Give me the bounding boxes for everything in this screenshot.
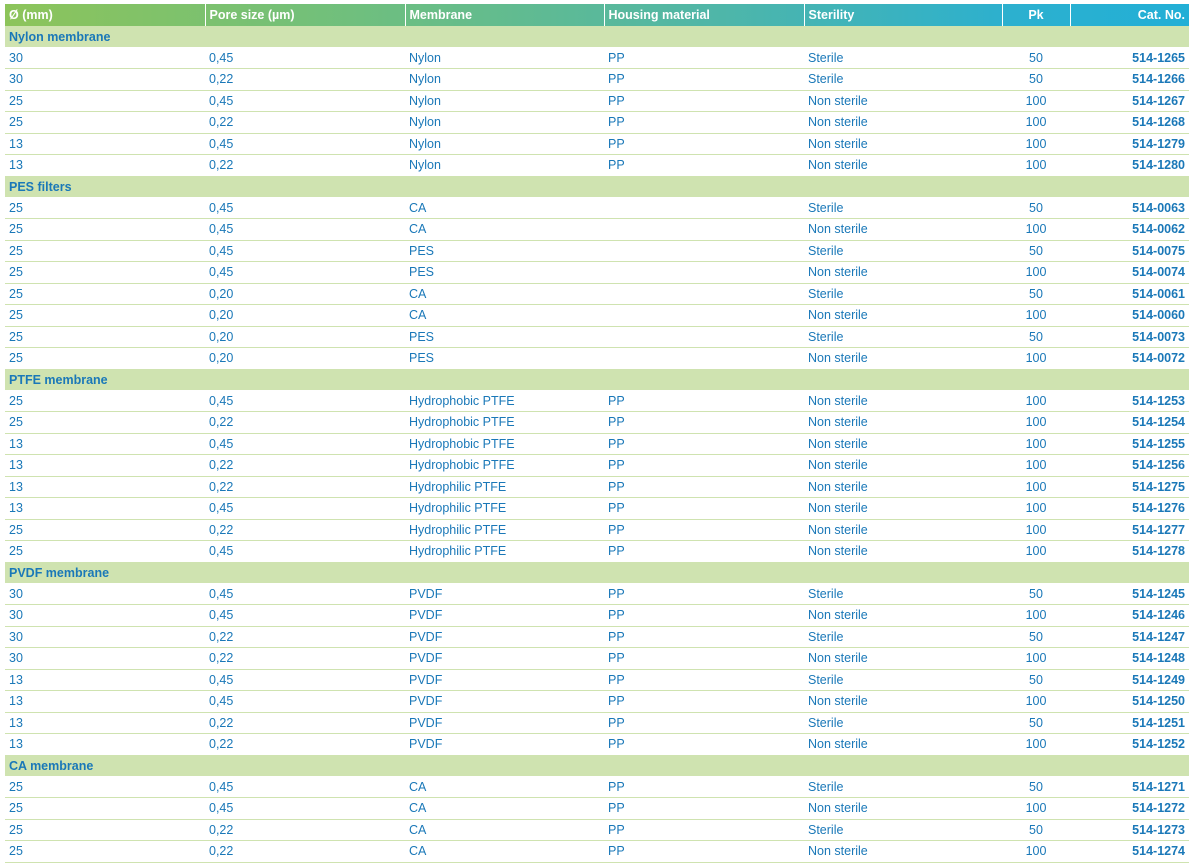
cell-housing-material: PP (604, 648, 804, 670)
product-table-container (5, 4, 1189, 863)
cell-sterility: Non sterile (804, 541, 1002, 563)
cell-sterility: Non sterile (804, 348, 1002, 370)
cell-housing-material: PP (604, 541, 804, 563)
cell-cat-no: 514-1275 (1070, 476, 1189, 498)
cell-diameter: 13 (5, 498, 205, 520)
cell-housing-material: PP (604, 112, 804, 134)
cell-sterility: Sterile (804, 712, 1002, 734)
cell-housing-material: PP (604, 734, 804, 756)
cell-membrane: PES (405, 240, 604, 262)
cell-pore-size: 0,20 (205, 283, 405, 305)
cell-cat-no: 514-1248 (1070, 648, 1189, 670)
table-row (5, 734, 1189, 756)
cell-pore-size: 0,45 (205, 47, 405, 69)
cell-pore-size: 0,22 (205, 69, 405, 91)
cell-pore-size: 0,22 (205, 819, 405, 841)
cell-pack: 100 (1002, 455, 1070, 477)
cell-diameter: 13 (5, 691, 205, 713)
cell-sterility: Non sterile (804, 455, 1002, 477)
group-title: CA membrane (9, 758, 94, 773)
cell-cat-no: 514-1255 (1070, 433, 1189, 455)
group-title: PTFE membrane (9, 372, 108, 387)
cell-diameter: 13 (5, 476, 205, 498)
cell-sterility: Non sterile (804, 691, 1002, 713)
cell-membrane: Nylon (405, 133, 604, 155)
cell-membrane: PES (405, 348, 604, 370)
cell-sterility: Sterile (804, 669, 1002, 691)
cell-pack: 50 (1002, 626, 1070, 648)
cell-pack: 50 (1002, 712, 1070, 734)
cell-diameter: 30 (5, 583, 205, 605)
cell-housing-material: PP (604, 90, 804, 112)
cell-pore-size: 0,45 (205, 390, 405, 412)
cell-diameter: 25 (5, 112, 205, 134)
cell-sterility: Non sterile (804, 734, 1002, 756)
cell-cat-no: 514-0073 (1070, 326, 1189, 348)
cell-pack: 100 (1002, 519, 1070, 541)
cell-pack: 100 (1002, 262, 1070, 284)
cell-diameter: 25 (5, 305, 205, 327)
table-row (5, 155, 1189, 177)
table-row (5, 691, 1189, 713)
cell-pore-size: 0,45 (205, 262, 405, 284)
header-pore-size: Pore size (µm) (205, 4, 405, 26)
cell-pack: 100 (1002, 541, 1070, 563)
cell-membrane: Hydrophobic PTFE (405, 390, 604, 412)
cell-cat-no: 514-1251 (1070, 712, 1189, 734)
cell-pack: 100 (1002, 305, 1070, 327)
cell-pack: 100 (1002, 648, 1070, 670)
cell-pack: 100 (1002, 691, 1070, 713)
product-table (5, 4, 1189, 863)
header-cat-no: Cat. No. (1137, 8, 1185, 22)
cell-housing-material: PP (604, 605, 804, 627)
cell-pack: 100 (1002, 433, 1070, 455)
cell-pore-size: 0,45 (205, 498, 405, 520)
cell-membrane: Nylon (405, 155, 604, 177)
cell-cat-no: 514-1277 (1070, 519, 1189, 541)
cell-diameter: 30 (5, 648, 205, 670)
header-sterility: Sterility (804, 4, 1002, 26)
cell-housing-material: PP (604, 798, 804, 820)
table-row (5, 305, 1189, 327)
cell-housing-material: PP (604, 841, 804, 863)
cell-pore-size: 0,45 (205, 219, 405, 241)
cell-membrane: PVDF (405, 712, 604, 734)
cell-diameter: 13 (5, 455, 205, 477)
cell-diameter: 30 (5, 47, 205, 69)
cell-pore-size: 0,45 (205, 90, 405, 112)
cell-diameter: 25 (5, 519, 205, 541)
cell-pore-size: 0,45 (205, 240, 405, 262)
cell-pore-size: 0,45 (205, 583, 405, 605)
cell-housing-material: PP (604, 583, 804, 605)
cell-membrane: Hydrophilic PTFE (405, 541, 604, 563)
cell-pack: 50 (1002, 669, 1070, 691)
cell-membrane: Hydrophobic PTFE (405, 433, 604, 455)
cell-pack: 50 (1002, 197, 1070, 219)
table-header (5, 4, 1189, 26)
cell-pore-size: 0,45 (205, 776, 405, 798)
cell-membrane: Nylon (405, 112, 604, 134)
table-row (5, 798, 1189, 820)
cell-diameter: 25 (5, 412, 205, 434)
cell-housing-material: PP (604, 669, 804, 691)
cell-sterility: Non sterile (804, 155, 1002, 177)
table-row (5, 326, 1189, 348)
cell-pore-size: 0,45 (205, 691, 405, 713)
cell-housing-material: PP (604, 819, 804, 841)
cell-membrane: CA (405, 219, 604, 241)
group-title: PES filters (9, 179, 72, 194)
cell-pore-size: 0,22 (205, 519, 405, 541)
cell-cat-no: 514-0062 (1070, 219, 1189, 241)
table-row (5, 648, 1189, 670)
cell-cat-no: 514-1246 (1070, 605, 1189, 627)
cell-membrane: CA (405, 819, 604, 841)
cell-diameter: 25 (5, 197, 205, 219)
cell-cat-no: 514-1273 (1070, 819, 1189, 841)
cell-sterility: Non sterile (804, 433, 1002, 455)
cell-cat-no: 514-1249 (1070, 669, 1189, 691)
cell-pore-size: 0,22 (205, 155, 405, 177)
cell-pore-size: 0,22 (205, 626, 405, 648)
cell-cat-no: 514-1252 (1070, 734, 1189, 756)
cell-housing-material: PP (604, 155, 804, 177)
cell-diameter: 30 (5, 69, 205, 91)
cell-sterility: Sterile (804, 776, 1002, 798)
cell-housing-material: PP (604, 519, 804, 541)
cell-diameter: 25 (5, 776, 205, 798)
cell-cat-no: 514-1271 (1070, 776, 1189, 798)
cell-pack: 50 (1002, 240, 1070, 262)
cell-housing-material (604, 240, 804, 262)
cell-pack: 100 (1002, 348, 1070, 370)
cell-sterility: Non sterile (804, 841, 1002, 863)
table-row (5, 240, 1189, 262)
cell-sterility: Non sterile (804, 262, 1002, 284)
cell-diameter: 13 (5, 734, 205, 756)
cell-diameter: 25 (5, 348, 205, 370)
table-row (5, 519, 1189, 541)
cell-pack: 100 (1002, 798, 1070, 820)
cell-pore-size: 0,22 (205, 112, 405, 134)
cell-pore-size: 0,45 (205, 669, 405, 691)
cell-cat-no: 514-1254 (1070, 412, 1189, 434)
cell-membrane: Hydrophobic PTFE (405, 412, 604, 434)
table-row (5, 669, 1189, 691)
cell-cat-no: 514-1276 (1070, 498, 1189, 520)
table-row (5, 433, 1189, 455)
cell-sterility: Sterile (804, 197, 1002, 219)
cell-cat-no: 514-0075 (1070, 240, 1189, 262)
table-row (5, 283, 1189, 305)
cell-diameter: 30 (5, 626, 205, 648)
cell-pore-size: 0,22 (205, 841, 405, 863)
cell-housing-material (604, 262, 804, 284)
table-row (5, 90, 1189, 112)
cell-housing-material: PP (604, 47, 804, 69)
cell-cat-no: 514-1280 (1070, 155, 1189, 177)
cell-diameter: 25 (5, 390, 205, 412)
cell-cat-no: 514-1250 (1070, 691, 1189, 713)
cell-pack: 50 (1002, 583, 1070, 605)
cell-cat-no: 514-1272 (1070, 798, 1189, 820)
cell-diameter: 25 (5, 798, 205, 820)
table-row (5, 476, 1189, 498)
cell-pack: 50 (1002, 283, 1070, 305)
header-membrane: Membrane (405, 4, 604, 26)
cell-housing-material (604, 219, 804, 241)
cell-pore-size: 0,20 (205, 305, 405, 327)
cell-membrane: PES (405, 262, 604, 284)
cell-diameter: 25 (5, 262, 205, 284)
group-title: Nylon membrane (9, 29, 111, 44)
cell-pack: 100 (1002, 412, 1070, 434)
cell-membrane: Hydrophobic PTFE (405, 455, 604, 477)
cell-membrane: PVDF (405, 605, 604, 627)
cell-pack: 100 (1002, 841, 1070, 863)
cell-membrane: PVDF (405, 583, 604, 605)
cell-pack: 100 (1002, 605, 1070, 627)
cell-pack: 100 (1002, 133, 1070, 155)
cell-cat-no: 514-1266 (1070, 69, 1189, 91)
cell-diameter: 13 (5, 155, 205, 177)
table-row (5, 498, 1189, 520)
cell-housing-material: PP (604, 133, 804, 155)
table-row (5, 605, 1189, 627)
cell-housing-material: PP (604, 626, 804, 648)
cell-diameter: 13 (5, 712, 205, 734)
table-row (5, 197, 1189, 219)
cell-membrane: CA (405, 776, 604, 798)
cell-membrane: PES (405, 326, 604, 348)
cell-housing-material: PP (604, 455, 804, 477)
cell-membrane: Hydrophilic PTFE (405, 498, 604, 520)
cell-membrane: Nylon (405, 90, 604, 112)
cell-pack: 100 (1002, 734, 1070, 756)
table-row (5, 219, 1189, 241)
cell-cat-no: 514-1267 (1070, 90, 1189, 112)
cell-sterility: Non sterile (804, 112, 1002, 134)
cell-pore-size: 0,45 (205, 133, 405, 155)
cell-membrane: CA (405, 283, 604, 305)
cell-pore-size: 0,20 (205, 326, 405, 348)
cell-cat-no: 514-0061 (1070, 283, 1189, 305)
cell-pack: 50 (1002, 819, 1070, 841)
table-row (5, 819, 1189, 841)
cell-sterility: Non sterile (804, 476, 1002, 498)
cell-diameter: 13 (5, 133, 205, 155)
cell-sterility: Non sterile (804, 519, 1002, 541)
table-row (5, 541, 1189, 563)
group-header-row (5, 26, 1189, 47)
cell-sterility: Non sterile (804, 498, 1002, 520)
cell-pack: 50 (1002, 326, 1070, 348)
table-row (5, 841, 1189, 863)
cell-sterility: Sterile (804, 240, 1002, 262)
cell-sterility: Sterile (804, 47, 1002, 69)
cell-sterility: Non sterile (804, 605, 1002, 627)
cell-sterility: Non sterile (804, 648, 1002, 670)
cell-membrane: PVDF (405, 734, 604, 756)
table-row (5, 69, 1189, 91)
cell-membrane: Nylon (405, 47, 604, 69)
cell-pore-size: 0,45 (205, 541, 405, 563)
cell-pack: 100 (1002, 476, 1070, 498)
cell-diameter: 25 (5, 819, 205, 841)
header-housing-material: Housing material (604, 4, 804, 26)
cell-housing-material: PP (604, 433, 804, 455)
cell-cat-no: 514-1274 (1070, 841, 1189, 863)
cell-sterility: Sterile (804, 626, 1002, 648)
table-body (5, 26, 1189, 862)
cell-membrane: CA (405, 798, 604, 820)
group-header-row (5, 369, 1189, 390)
cell-pore-size: 0,22 (205, 455, 405, 477)
cell-cat-no: 514-1247 (1070, 626, 1189, 648)
cell-sterility: Sterile (804, 819, 1002, 841)
cell-sterility: Non sterile (804, 90, 1002, 112)
cell-housing-material (604, 348, 804, 370)
cell-sterility: Sterile (804, 69, 1002, 91)
cell-cat-no: 514-0063 (1070, 197, 1189, 219)
cell-membrane: Hydrophilic PTFE (405, 476, 604, 498)
group-header-row (5, 562, 1189, 583)
cell-cat-no: 514-1278 (1070, 541, 1189, 563)
cell-pore-size: 0,45 (205, 605, 405, 627)
cell-housing-material: PP (604, 476, 804, 498)
cell-housing-material: PP (604, 390, 804, 412)
cell-pack: 50 (1002, 47, 1070, 69)
table-row (5, 133, 1189, 155)
cell-cat-no: 514-1265 (1070, 47, 1189, 69)
cell-diameter: 25 (5, 240, 205, 262)
cell-sterility: Non sterile (804, 305, 1002, 327)
cell-membrane: Nylon (405, 69, 604, 91)
cell-pore-size: 0,22 (205, 648, 405, 670)
table-row (5, 47, 1189, 69)
cell-pore-size: 0,22 (205, 734, 405, 756)
cell-sterility: Sterile (804, 283, 1002, 305)
cell-diameter: 13 (5, 669, 205, 691)
group-header-row (5, 755, 1189, 776)
cell-pore-size: 0,45 (205, 433, 405, 455)
cell-housing-material: PP (604, 412, 804, 434)
cell-membrane: PVDF (405, 648, 604, 670)
cell-diameter: 25 (5, 90, 205, 112)
group-title: PVDF membrane (9, 565, 110, 580)
cell-pore-size: 0,45 (205, 197, 405, 219)
cell-housing-material: PP (604, 69, 804, 91)
cell-pack: 100 (1002, 390, 1070, 412)
cell-sterility: Non sterile (804, 412, 1002, 434)
cell-diameter: 13 (5, 433, 205, 455)
cell-housing-material: PP (604, 691, 804, 713)
cell-pack: 100 (1002, 219, 1070, 241)
table-row (5, 262, 1189, 284)
table-row (5, 348, 1189, 370)
table-row (5, 712, 1189, 734)
cell-cat-no: 514-1256 (1070, 455, 1189, 477)
header-pack: Pk (1002, 4, 1070, 26)
cell-membrane: CA (405, 841, 604, 863)
cell-cat-no: 514-0074 (1070, 262, 1189, 284)
cell-sterility: Non sterile (804, 219, 1002, 241)
header-diameter: Ø (mm) (5, 4, 205, 26)
table-row (5, 112, 1189, 134)
cell-diameter: 25 (5, 841, 205, 863)
cell-pack: 100 (1002, 155, 1070, 177)
cell-housing-material: PP (604, 498, 804, 520)
cell-pore-size: 0,20 (205, 348, 405, 370)
group-header-row (5, 176, 1189, 197)
cell-diameter: 25 (5, 283, 205, 305)
cell-membrane: PVDF (405, 669, 604, 691)
table-row (5, 776, 1189, 798)
cell-pack: 100 (1002, 90, 1070, 112)
cell-pack: 50 (1002, 776, 1070, 798)
cell-membrane: PVDF (405, 691, 604, 713)
cell-pore-size: 0,45 (205, 798, 405, 820)
cell-housing-material (604, 283, 804, 305)
cell-cat-no: 514-0060 (1070, 305, 1189, 327)
cell-diameter: 30 (5, 605, 205, 627)
cell-pore-size: 0,22 (205, 476, 405, 498)
cell-membrane: Hydrophilic PTFE (405, 519, 604, 541)
cell-sterility: Non sterile (804, 798, 1002, 820)
cell-cat-no: 514-0072 (1070, 348, 1189, 370)
header-row (5, 4, 1189, 26)
cell-pack: 50 (1002, 69, 1070, 91)
table-row (5, 390, 1189, 412)
cell-cat-no: 514-1268 (1070, 112, 1189, 134)
table-row (5, 626, 1189, 648)
cell-housing-material: PP (604, 712, 804, 734)
cell-pack: 100 (1002, 112, 1070, 134)
cell-membrane: PVDF (405, 626, 604, 648)
cell-sterility: Non sterile (804, 133, 1002, 155)
cell-cat-no: 514-1245 (1070, 583, 1189, 605)
cell-housing-material (604, 326, 804, 348)
cell-sterility: Sterile (804, 326, 1002, 348)
cell-diameter: 25 (5, 541, 205, 563)
cell-diameter: 25 (5, 326, 205, 348)
cell-pack: 100 (1002, 498, 1070, 520)
cell-cat-no: 514-1253 (1070, 390, 1189, 412)
cell-housing-material (604, 305, 804, 327)
cell-sterility: Non sterile (804, 390, 1002, 412)
table-row (5, 583, 1189, 605)
cell-housing-material (604, 197, 804, 219)
table-row (5, 455, 1189, 477)
cell-pore-size: 0,22 (205, 712, 405, 734)
cell-pore-size: 0,22 (205, 412, 405, 434)
cell-cat-no: 514-1279 (1070, 133, 1189, 155)
cell-housing-material: PP (604, 776, 804, 798)
cell-sterility: Sterile (804, 583, 1002, 605)
table-row (5, 412, 1189, 434)
cell-membrane: CA (405, 305, 604, 327)
cell-diameter: 25 (5, 219, 205, 241)
cell-membrane: CA (405, 197, 604, 219)
